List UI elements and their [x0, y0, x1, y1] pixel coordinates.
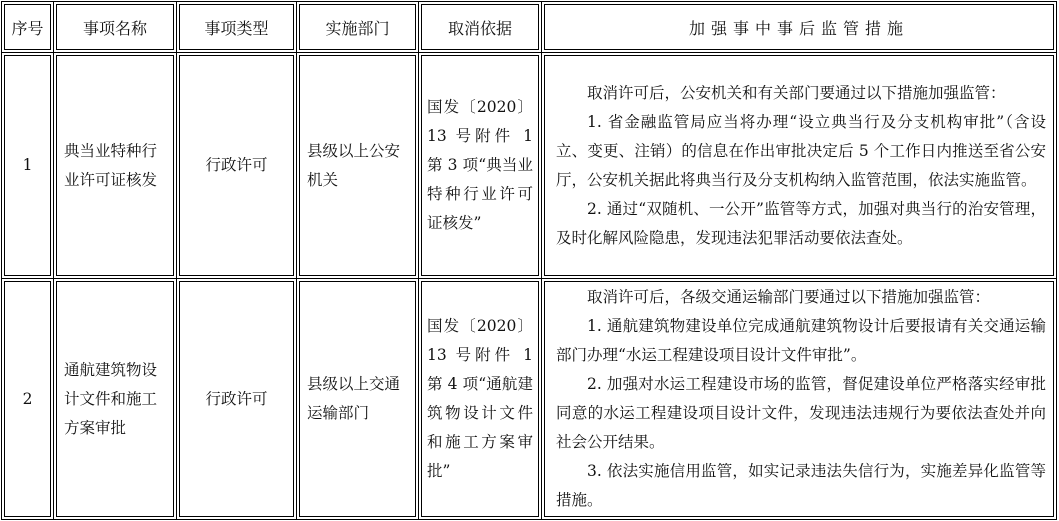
header-type: 事项类型: [177, 2, 297, 53]
table-header-row: [2, 2, 1057, 53]
measure-paragraph: 取消许可后，公安机关和有关部门要通过以下措施加强监管：: [587, 83, 1006, 102]
row-basis: 国发〔2020〕13 号附件 1 第 4 项“通航建筑物设计文件和施工方案审批”: [427, 317, 533, 480]
measure-paragraph: 3. 依法实施信用监管，如实记录违法失信行为，实施差异化监管等措施。: [556, 462, 1046, 509]
header-measures: 加强事中事后监管措施: [542, 2, 1057, 53]
measure-paragraph: 取消许可后，各级交通运输部门要通过以下措施加强监管：: [587, 288, 991, 306]
row-measures-cell: [542, 279, 1057, 520]
row-seq: 1: [2, 53, 54, 279]
row-type: 行政许可: [177, 279, 297, 520]
measure-paragraph: 1. 通航建筑物建设单位完成通航建筑物设计后要报请有关交通运输部门办理“水运工程建设项目设计文件审批”。: [556, 317, 1046, 364]
header-dept: 实施部门: [297, 2, 419, 53]
row-basis-cell: [419, 53, 542, 279]
row-name-cell: [54, 279, 177, 520]
header-basis: 取消依据: [419, 2, 542, 53]
row-dept-cell: [297, 279, 419, 520]
row-name: 通航建筑物设计文件和施工方案审批: [64, 360, 158, 437]
measure-paragraph: 1. 省金融监管局应当将办理“设立典当行及分支机构审批”（含设立、变更、注销）的信息在作出审批决定后 5 个工作日内推送至省公安厅，公安机关据此将典当行及分支机构纳入监管范围，依法实施监管。: [556, 112, 1046, 189]
row-name-cell: [54, 53, 177, 279]
row-name: 典当业特种行业许可证核发: [64, 141, 158, 189]
row-seq: 2: [2, 279, 54, 520]
measure-paragraph: 2. 加强对水运工程建设市场的监管，督促建设单位严格落实经审批同意的水运工程建设项目设计文件，发现违法违规行为要依法查处并向社会公开结果。: [556, 375, 1046, 451]
measure-paragraph: 2. 通过“双随机、一公开”监管等方式，加强对典当行的治安管理，及时化解风险隐患，发现违法犯罪活动要依法查处。: [556, 199, 1046, 247]
table-row: [2, 279, 1057, 520]
row-dept-cell: [297, 53, 419, 279]
table-row: [2, 53, 1057, 279]
header-name: 事项名称: [54, 2, 177, 53]
row-measures-cell: [542, 53, 1057, 279]
header-seq: 序号: [2, 2, 54, 53]
cancellation-table: [1, 1, 1057, 520]
row-dept: 县级以上公安机关: [307, 141, 401, 189]
row-dept: 县级以上交通运输部门: [307, 375, 401, 422]
row-type: 行政许可: [177, 53, 297, 279]
row-basis-cell: [419, 279, 542, 520]
row-basis: 国发〔2020〕13 号附件 1 第 3 项“典当业特种行业许可证核发”: [427, 98, 533, 232]
